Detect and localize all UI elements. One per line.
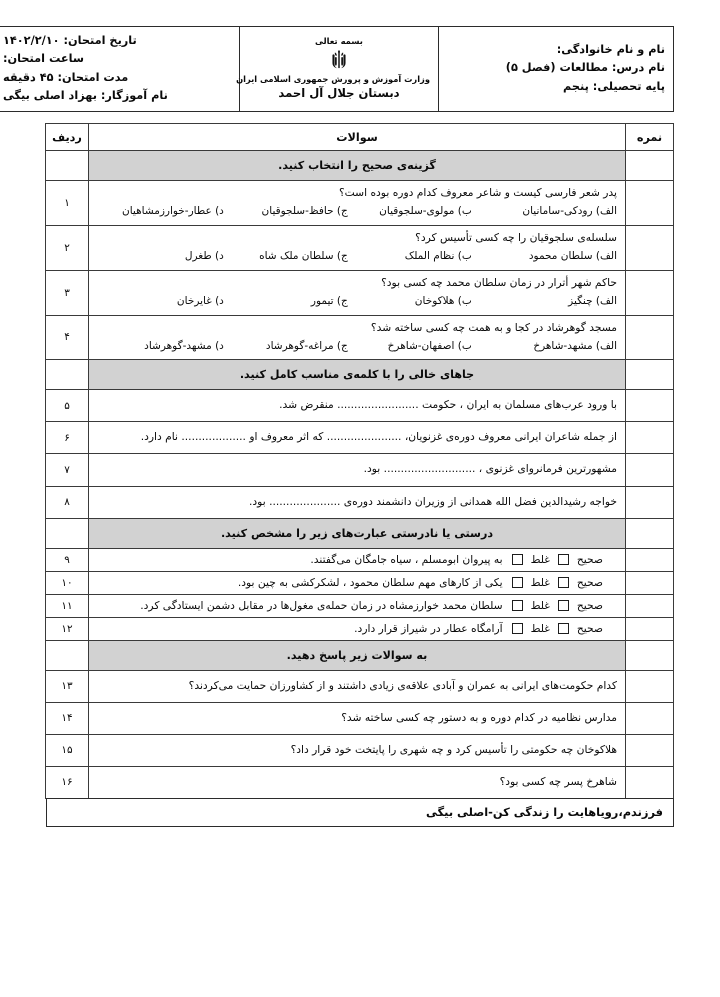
option-c[interactable]: ج) سلطان ملک شاه	[259, 250, 348, 263]
question-row	[46, 454, 674, 486]
question-body	[89, 181, 625, 225]
score-cell[interactable]	[626, 617, 674, 640]
question-cell	[89, 571, 626, 594]
section-band-label: درستی یا نادرستی عبارت‌های زیر را مشخص کنید.	[89, 519, 625, 548]
option-d[interactable]: د) غایرخان	[176, 294, 224, 307]
question-cell	[89, 486, 626, 518]
question-body	[89, 671, 625, 702]
footer-message: فرزندم،رویاهایت را زندگی کن-اصلی بیگی	[47, 798, 674, 826]
score-cell[interactable]	[626, 454, 674, 486]
question-text: آرامگاه عطار در شیراز قرار دارد.	[354, 621, 503, 635]
subject-value: مطالعات (فصل ۵)	[505, 61, 608, 75]
question-row	[46, 390, 674, 422]
question-body	[89, 226, 625, 270]
exam-date-line	[3, 32, 231, 50]
score-cell[interactable]	[626, 548, 674, 571]
question-row	[46, 548, 674, 571]
checkbox-true[interactable]	[558, 623, 569, 634]
choice-false-label: غلط	[530, 552, 550, 566]
checkbox-false[interactable]	[512, 623, 523, 634]
question-row	[46, 594, 674, 617]
score-cell[interactable]	[626, 225, 674, 270]
checkbox-false[interactable]	[512, 554, 523, 565]
section-band-row	[46, 151, 674, 181]
score-cell[interactable]	[626, 422, 674, 454]
choice-true-label: صحیح	[576, 575, 603, 589]
question-text: خواجه رشیدالدین فضل الله همدانی از وزیران دانشمند دوره‌ی ..................... بود.	[249, 494, 617, 508]
question-row	[46, 181, 674, 226]
row-number-cell: ۲	[46, 225, 89, 270]
section-band-label: به سوالات زیر پاسخ دهید.	[89, 641, 625, 670]
score-cell[interactable]	[626, 670, 674, 702]
question-row	[46, 225, 674, 270]
section-band-row	[46, 360, 674, 390]
exam-duration-label: مدت امتحان:	[57, 70, 129, 84]
choice-true-label: صحیح	[576, 621, 603, 635]
subject-line	[447, 59, 665, 77]
question-cell	[89, 548, 626, 571]
question-cell	[89, 225, 626, 270]
row-number-cell	[46, 518, 89, 548]
option-c[interactable]: ج) مراغه-گوهرشاد	[265, 339, 348, 352]
checkbox-true[interactable]	[558, 600, 569, 611]
question-options	[97, 339, 617, 355]
choice-true-label: صحیح	[576, 552, 603, 566]
row-number-cell	[46, 151, 89, 181]
question-text: از جمله شاعران ایرانی معروف دوره‌ی غزنویان، ...................... که اثر معروف او ................... نام دارد.	[140, 430, 617, 444]
teacher-name-label: نام آموزگار:	[100, 88, 168, 102]
choice-false-label: غلط	[530, 621, 550, 635]
section-band-cell	[89, 151, 626, 181]
question-cell	[89, 617, 626, 640]
row-number-cell: ۳	[46, 270, 89, 315]
row-number-cell: ۶	[46, 422, 89, 454]
choice-false-label: غلط	[530, 575, 550, 589]
header-student-info-cell	[439, 27, 674, 112]
exam-time-label: ساعت امتحان:	[3, 52, 84, 66]
row-number-cell	[46, 640, 89, 670]
question-body	[89, 767, 625, 798]
student-name-line	[447, 41, 665, 59]
section-band-label: جاهای خالی را با کلمه‌ی مناسب کامل کنید.	[89, 360, 625, 389]
question-cell	[89, 315, 626, 360]
option-a[interactable]: الف) رودکی-سامانیان	[522, 205, 617, 218]
option-b[interactable]: ب) اصفهان-شاهرخ	[387, 339, 472, 352]
row-number-cell: ۱۳	[46, 670, 89, 702]
question-cell	[89, 702, 626, 734]
question-text: هلاکوخان چه حکومتی را تأسیس کرد و چه شهری را پایتخت خود قرار داد؟	[290, 742, 617, 756]
question-row	[46, 571, 674, 594]
question-row	[46, 766, 674, 798]
score-cell[interactable]	[626, 151, 674, 181]
question-body	[89, 549, 625, 571]
true-false-choices	[509, 599, 603, 612]
question-body	[89, 735, 625, 766]
section-band-row	[46, 640, 674, 670]
option-b[interactable]: ب) نظام الملک	[404, 250, 472, 263]
column-header-score: نمره	[626, 124, 674, 151]
score-cell[interactable]	[626, 571, 674, 594]
section-band-cell	[89, 360, 626, 390]
score-cell[interactable]	[626, 766, 674, 798]
question-body	[89, 422, 625, 453]
question-text: به پیروان ابومسلم ، سیاه جامگان می‌گفتند.	[310, 552, 503, 566]
question-cell	[89, 734, 626, 766]
score-cell[interactable]	[626, 270, 674, 315]
section-band-cell	[89, 518, 626, 548]
question-row	[46, 270, 674, 315]
question-text: مسجد گوهرشاد در کجا و به همت چه کسی ساخته شد؟	[370, 320, 617, 334]
question-cell	[89, 270, 626, 315]
table-header-row	[46, 124, 674, 151]
option-d[interactable]: د) مشهد-گوهرشاد	[144, 339, 224, 352]
checkbox-true[interactable]	[558, 554, 569, 565]
true-false-choices	[509, 553, 603, 566]
row-number-cell: ۱۲	[46, 617, 89, 640]
option-a[interactable]: الف) چنگیز	[568, 294, 617, 307]
exam-header	[0, 26, 674, 112]
exam-footer	[46, 798, 674, 827]
option-c[interactable]: ج) تیمور	[310, 294, 348, 307]
exam-date-label: تاریخ امتحان:	[63, 34, 137, 47]
question-text: سلسله‌ی سلجوقیان را چه کسی تأسیس کرد؟	[415, 230, 617, 244]
score-cell[interactable]	[626, 734, 674, 766]
score-cell[interactable]	[626, 181, 674, 226]
teacher-name-value: بهزاد اصلی بیگی	[3, 88, 97, 102]
question-body	[89, 390, 625, 421]
score-cell[interactable]	[626, 315, 674, 360]
exam-duration-line	[3, 69, 231, 87]
row-number-cell: ۱۰	[46, 571, 89, 594]
question-body	[89, 271, 625, 315]
option-b[interactable]: ب) هلاکوخان	[414, 294, 472, 307]
score-cell[interactable]	[626, 640, 674, 670]
question-text: مدارس نظامیه در کدام دوره و به دستور چه کسی ساخته شد؟	[341, 710, 617, 724]
header-exam-info-cell	[0, 27, 240, 112]
row-number-cell: ۹	[46, 548, 89, 571]
exam-time-line	[3, 50, 231, 68]
school-name: دبستان جلال آل احمد	[278, 86, 400, 101]
question-cell	[89, 594, 626, 617]
row-number-cell: ۱	[46, 181, 89, 226]
option-d[interactable]: د) عطار-خوارزمشاهیان	[122, 205, 224, 218]
score-cell[interactable]	[626, 390, 674, 422]
score-cell[interactable]	[626, 702, 674, 734]
checkbox-true[interactable]	[558, 577, 569, 588]
questions-table	[45, 123, 674, 799]
checkbox-false[interactable]	[512, 600, 523, 611]
question-body	[89, 618, 625, 640]
question-options	[97, 249, 617, 265]
question-row	[46, 670, 674, 702]
question-body	[89, 595, 625, 617]
score-cell[interactable]	[626, 360, 674, 390]
question-cell	[89, 454, 626, 486]
question-text: پدر شعر فارسی کیست و شاعر معروف کدام دوره بوده است؟	[338, 186, 617, 200]
question-cell	[89, 390, 626, 422]
row-number-cell: ۱۵	[46, 734, 89, 766]
row-number-cell: ۷	[46, 454, 89, 486]
section-band-label: گزینه‌ی صحیح را انتخاب کنید.	[89, 151, 625, 180]
option-a[interactable]: الف) سلطان محمود	[528, 250, 617, 263]
ministry-name: وزارت آموزش و پرورش جمهوری اسلامی ایران	[236, 73, 430, 84]
row-number-cell: ۸	[46, 486, 89, 518]
checkbox-false[interactable]	[512, 577, 523, 588]
header-center-cell	[236, 27, 439, 112]
section-band-row	[46, 518, 674, 548]
column-header-questions: سوالات	[89, 124, 626, 151]
question-row	[46, 702, 674, 734]
question-cell	[89, 670, 626, 702]
question-row	[46, 486, 674, 518]
true-false-line	[97, 576, 617, 589]
grade-value: پنجم	[563, 79, 589, 93]
score-cell[interactable]	[626, 486, 674, 518]
question-body	[89, 454, 625, 485]
true-false-choices	[509, 576, 603, 589]
question-body	[89, 703, 625, 734]
question-row	[46, 617, 674, 640]
question-row	[46, 422, 674, 454]
exam-date-value: ۱۴۰۲/۲/۱۰	[3, 34, 60, 47]
question-cell	[89, 181, 626, 226]
option-a[interactable]: الف) مشهد-شاهرخ	[533, 339, 617, 352]
teacher-name-line	[3, 87, 231, 105]
row-number-cell: ۱۱	[46, 594, 89, 617]
option-b[interactable]: ب) مولوی-سلجوقیان	[379, 205, 472, 218]
iran-emblem-icon	[326, 47, 352, 73]
score-cell[interactable]	[626, 594, 674, 617]
question-body	[89, 572, 625, 594]
true-false-line	[97, 553, 617, 566]
option-d[interactable]: د) طغرل	[184, 250, 224, 263]
question-text: سلطان محمد خوارزمشاه در زمان حمله‌ی مغول‌ها در مقابل دشمن ایستادگی کرد.	[140, 598, 503, 612]
exam-duration-value: ۴۵ دقیقه	[3, 70, 54, 84]
true-false-line	[97, 622, 617, 635]
question-options	[97, 294, 617, 310]
row-number-cell	[46, 360, 89, 390]
section-band-cell	[89, 640, 626, 670]
question-text: مشهورترین فرمانروای غزنوی ، ........................... بود.	[363, 462, 617, 476]
true-false-line	[97, 599, 617, 612]
subject-label: نام درس:	[611, 61, 665, 75]
column-header-row: ردیف	[46, 124, 89, 151]
questions-table-body	[46, 124, 674, 799]
question-row	[46, 315, 674, 360]
grade-line	[447, 78, 665, 96]
row-number-cell: ۵	[46, 390, 89, 422]
question-text: کدام حکومت‌های ایرانی به عمران و آبادی علاقه‌ی زیادی داشتند و از کشاورزان حمایت می‌کردند؟	[188, 678, 617, 692]
true-false-choices	[509, 622, 603, 635]
score-cell[interactable]	[626, 518, 674, 548]
row-number-cell: ۱۴	[46, 702, 89, 734]
choice-false-label: غلط	[530, 598, 550, 612]
choice-true-label: صحیح	[576, 598, 603, 612]
option-c[interactable]: ج) حافظ-سلجوقیان	[261, 205, 348, 218]
question-text: حاکم شهر أترار در زمان سلطان محمد چه کسی بود؟	[381, 275, 617, 289]
question-cell	[89, 766, 626, 798]
bismillah-text: بسمه تعالی	[315, 35, 363, 46]
question-options	[97, 204, 617, 220]
row-number-cell: ۱۶	[46, 766, 89, 798]
question-text: با ورود عرب‌های مسلمان به ایران ، حکومت ........................ منقرض شد.	[279, 398, 617, 412]
student-name-label: نام و نام خانوادگی:	[556, 43, 665, 57]
question-body	[89, 316, 625, 360]
question-body	[89, 487, 625, 518]
question-text: یکی از کارهای مهم سلطان محمود ، لشکرکشی به چین بود.	[237, 575, 503, 589]
question-text: شاهرخ پسر چه کسی بود؟	[499, 774, 617, 788]
row-number-cell: ۴	[46, 315, 89, 360]
question-row	[46, 734, 674, 766]
question-cell	[89, 422, 626, 454]
grade-label: پایه تحصیلی:	[592, 79, 665, 93]
